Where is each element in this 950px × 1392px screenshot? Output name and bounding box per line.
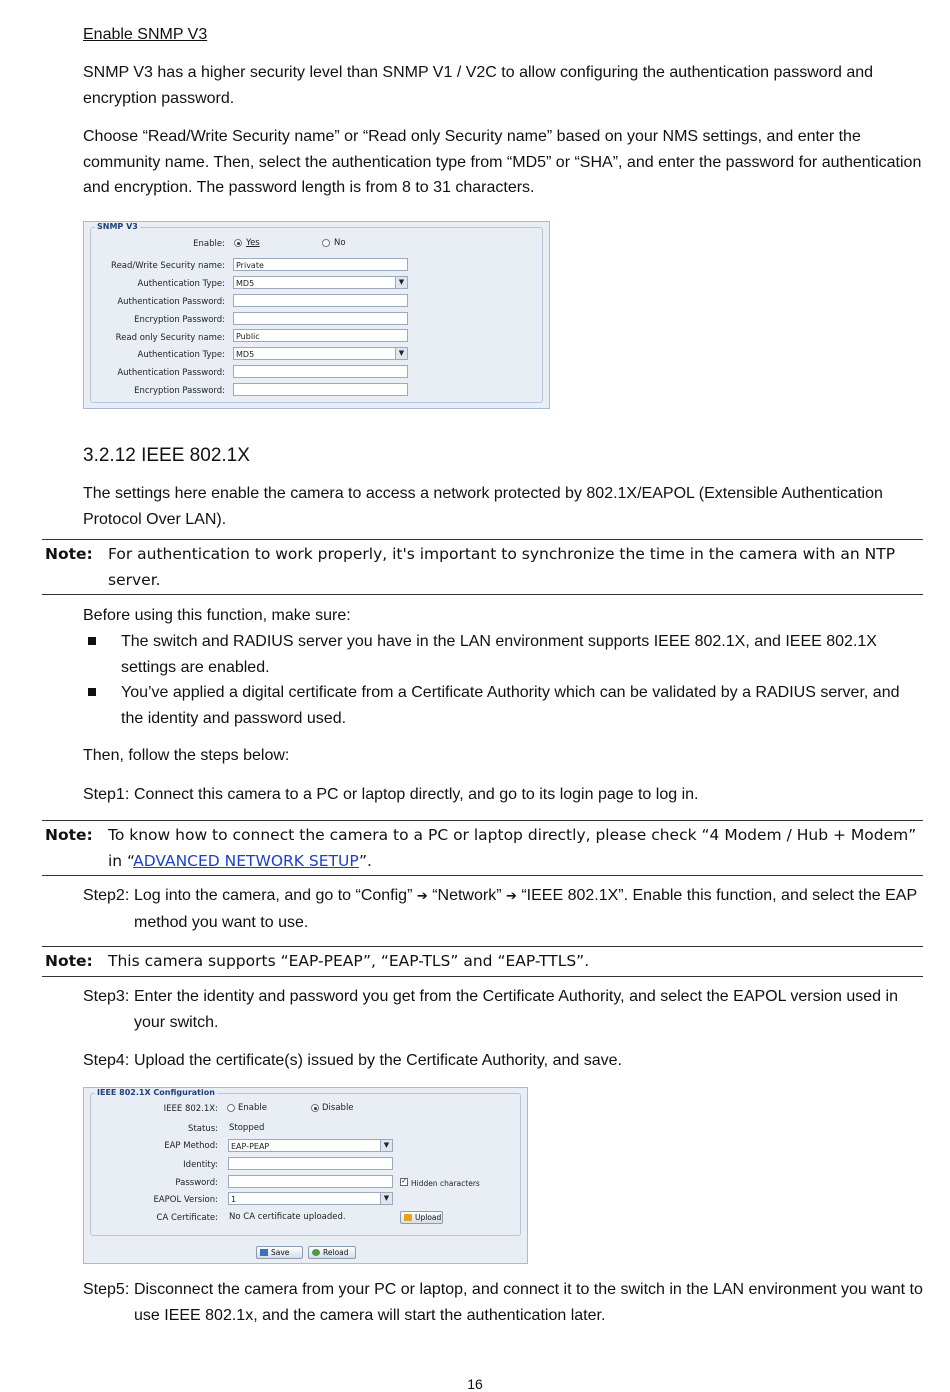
ieee-enable-label: Enable (238, 1103, 267, 1113)
identity-label: Identity: (183, 1160, 218, 1170)
snmp-v3-instructions: Choose “Read/Write Security name” or “Read only Security name” based on your NMS settings, and enter the community name. Then, select the authentication type from “MD5” or “SHA”, and enter the password for authentication and encryption. The password length is from 8 to 31 characters. (83, 128, 922, 196)
eapol-version-label: EAPOL Version: (153, 1195, 218, 1205)
status-label: Status: (188, 1124, 218, 1134)
ieee-config-panel (83, 1087, 528, 1264)
then-text: Then, follow the steps below: (83, 747, 290, 764)
eap-method-value: EAP-PEAP (231, 1142, 270, 1151)
rw-auth-password-label: Authentication Password: (117, 297, 225, 307)
enable-label: Enable: (193, 239, 225, 249)
snmp-panel-title: SNMP V3 (97, 222, 138, 231)
save-label: Save (271, 1248, 290, 1257)
snmp-v3-title: Enable SNMP V3 (83, 26, 208, 43)
save-icon (260, 1249, 268, 1256)
step2-part-c: “IEEE 802.1X”. Enable this function, and select the EAP method you want to use. (134, 887, 917, 931)
ieee-8021x-label: IEEE 802.1X: (163, 1104, 218, 1114)
ro-auth-type-value: MD5 (236, 350, 255, 359)
eapol-version-select[interactable] (228, 1192, 393, 1205)
step1-label: Step1: (83, 786, 130, 803)
note-connect-pre: To know how to connect the camera to a PC or laptop directly, please check “4 Modem / Hub + Modem” in “ (108, 826, 917, 870)
step4-text: Upload the certificate(s) issued by the Certificate Authority, and save. (134, 1052, 622, 1069)
note-label: Note: (45, 826, 93, 844)
ro-security-name-input[interactable]: Public (233, 329, 408, 342)
before-using-text: Before using this function, make sure: (83, 607, 351, 624)
eap-method-select[interactable] (228, 1139, 393, 1152)
hidden-characters-label: Hidden characters (411, 1179, 480, 1188)
step3-text: Enter the identity and password you get from the Certificate Authority, and select the EAPOL version used in your switch. (134, 988, 898, 1031)
enable-no-radio[interactable] (322, 239, 330, 247)
yes-label: Yes (246, 238, 260, 248)
bullet-square-icon (88, 688, 96, 696)
arrow-right-icon: ➔ (416, 889, 428, 904)
rw-auth-type-label: Authentication Type: (137, 279, 225, 289)
note-connect-text (108, 823, 921, 874)
step2-label: Step2: (83, 887, 130, 904)
chevron-down-icon: ▼ (395, 277, 407, 288)
ieee-heading: 3.2.12 IEEE 802.1X (83, 445, 250, 466)
ieee-disable-label: Disable (322, 1103, 354, 1113)
rw-auth-type-select[interactable] (233, 276, 408, 289)
chevron-down-icon: ▼ (380, 1193, 392, 1204)
ro-security-name-label: Read only Security name: (115, 333, 225, 343)
save-button[interactable] (256, 1246, 303, 1259)
note-ntp (42, 539, 923, 595)
status-value: Stopped (229, 1123, 265, 1133)
chevron-down-icon: ▼ (395, 348, 407, 359)
ro-encryption-password-label: Encryption Password: (134, 386, 225, 396)
rw-security-name-label: Read/Write Security name: (111, 261, 225, 271)
snmp-v3-panel (83, 221, 550, 409)
eap-method-label: EAP Method: (164, 1141, 218, 1151)
rw-encryption-password-label: Encryption Password: (134, 315, 225, 325)
step1-text: Connect this camera to a PC or laptop directly, and go to its login page to log in. (134, 786, 699, 803)
ca-certificate-label: CA Certificate: (156, 1213, 218, 1223)
note-label: Note: (45, 545, 93, 563)
bullet-1-text: The switch and RADIUS server you have in the LAN environment supports IEEE 802.1X, and IEEE 802.1X settings are enabled. (121, 633, 877, 676)
ro-auth-type-label: Authentication Type: (137, 350, 225, 360)
rw-security-name-input[interactable]: Private (233, 258, 408, 271)
step4-label: Step4: (83, 1052, 130, 1069)
no-label: No (334, 238, 346, 248)
bullet-square-icon (88, 637, 96, 645)
identity-input[interactable] (228, 1157, 393, 1170)
ieee-enable-radio[interactable] (227, 1104, 235, 1112)
chevron-down-icon: ▼ (380, 1140, 392, 1151)
password-input[interactable] (228, 1175, 393, 1188)
ieee-intro: The settings here enable the camera to access a network protected by 802.1X/EAPOL (Extensible Authentication Protocol Over LAN). (83, 485, 883, 528)
note-connect-post: ”. (358, 851, 372, 870)
step2-part-b: “Network” (427, 887, 506, 904)
note-ntp-text: For authentication to work properly, it's important to synchronize the time in the camera with an NTP server. (108, 545, 896, 589)
note-eap-text: This camera supports “EAP-PEAP”, “EAP-TLS” and “EAP-TTLS”. (108, 952, 590, 970)
step5-label: Step5: (83, 1281, 130, 1298)
snmp-v3-intro: SNMP V3 has a higher security level than SNMP V1 / V2C to allow configuring the authentication password and encryption password. (83, 64, 874, 107)
reload-icon (312, 1249, 320, 1256)
step3-label: Step3: (83, 988, 130, 1005)
step2-text (134, 883, 924, 935)
upload-icon (404, 1214, 412, 1221)
ro-encryption-password-input[interactable] (233, 383, 408, 396)
step5-text: Disconnect the camera from your PC or laptop, and connect it to the switch in the LAN environment you want to use IEEE 802.1x, and the camera will start the authentication later. (134, 1281, 923, 1324)
enable-yes-radio[interactable] (234, 239, 242, 247)
arrow-right-icon: ➔ (505, 889, 517, 904)
upload-label: Upload (415, 1213, 442, 1222)
page-number: 16 (467, 1376, 483, 1392)
hidden-characters-checkbox[interactable]: ✓ (401, 1178, 407, 1185)
bullet-2-text: You’ve applied a digital certificate from a Certificate Authority which can be validated by a RADIUS server, and the identity and password used. (121, 684, 900, 727)
ro-auth-type-select[interactable] (233, 347, 408, 360)
rw-auth-type-value: MD5 (236, 279, 255, 288)
advanced-network-setup-link[interactable]: ADVANCED NETWORK SETUP (133, 851, 359, 870)
eapol-version-value: 1 (231, 1195, 237, 1204)
reload-label: Reload (323, 1248, 349, 1257)
ca-certificate-value: No CA certificate uploaded. (229, 1212, 346, 1222)
upload-button[interactable] (400, 1211, 443, 1224)
ieee-disable-radio[interactable] (311, 1104, 319, 1112)
rw-auth-password-input[interactable] (233, 294, 408, 307)
rw-encryption-password-input[interactable] (233, 312, 408, 325)
password-label: Password: (175, 1178, 218, 1188)
note-eap (42, 946, 923, 977)
note-connect (42, 820, 923, 876)
note-label: Note: (45, 952, 93, 970)
ieee-panel-title: IEEE 802.1X Configuration (97, 1088, 215, 1097)
ro-auth-password-label: Authentication Password: (117, 368, 225, 378)
step2-part-a: Log into the camera, and go to “Config” (134, 887, 417, 904)
reload-button[interactable] (308, 1246, 356, 1259)
ro-auth-password-input[interactable] (233, 365, 408, 378)
